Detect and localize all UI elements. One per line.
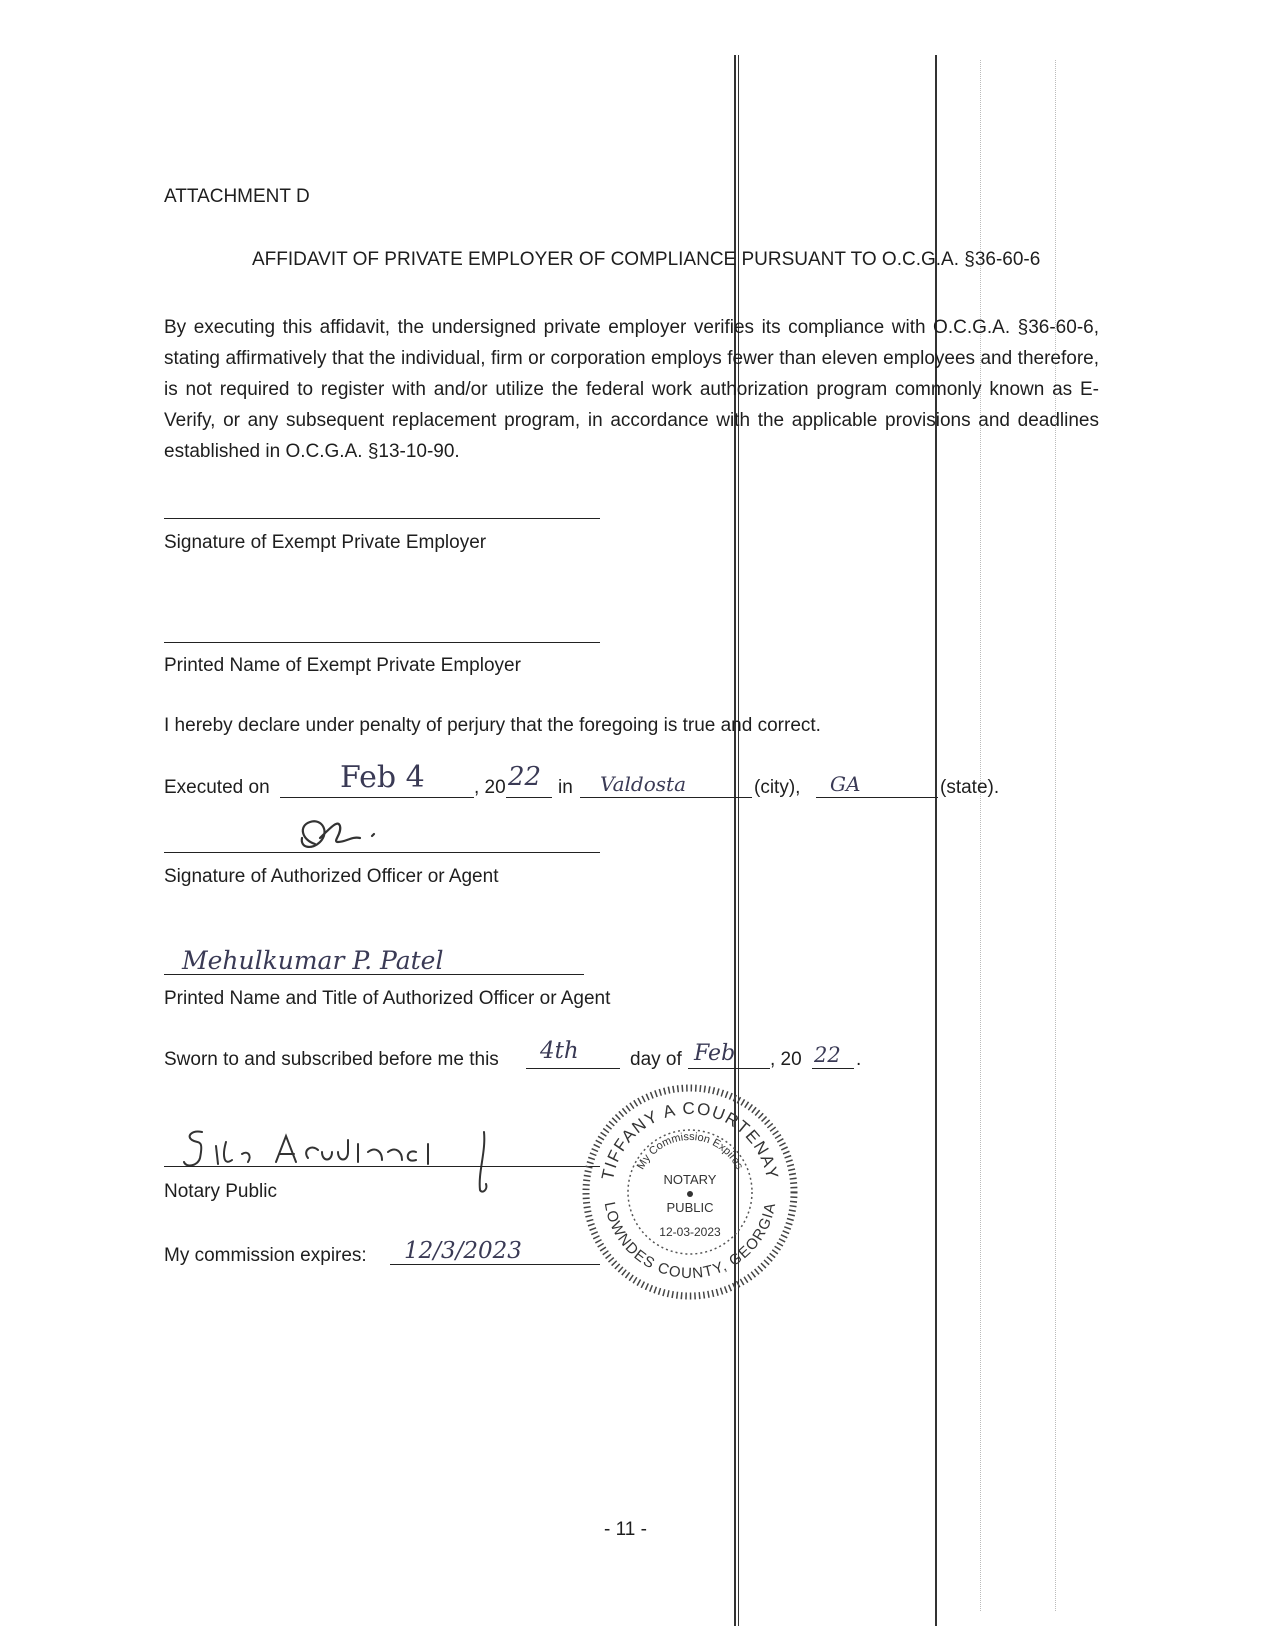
executed-year-line	[506, 797, 552, 798]
executed-city-suffix: (city),	[754, 777, 801, 798]
sworn-day-value: 4th	[540, 1038, 579, 1064]
sworn-year-value: 22	[814, 1043, 841, 1067]
sworn-month-value: Feb	[694, 1041, 736, 1066]
signature-line-officer	[164, 852, 600, 853]
scan-artifact-line	[738, 55, 739, 1626]
commission-label: My commission expires:	[164, 1245, 367, 1266]
executed-date-value: Feb 4	[340, 760, 425, 795]
sworn-day-line	[526, 1068, 620, 1069]
signature-line-exempt	[164, 518, 600, 519]
seal-center-bottom: PUBLIC	[666, 1200, 714, 1215]
attachment-label: ATTACHMENT D	[164, 186, 310, 207]
sworn-year-prefix: , 20	[770, 1049, 802, 1070]
scan-artifact-line	[734, 55, 736, 1626]
executed-city-line	[580, 797, 752, 798]
scan-artifact-line	[935, 55, 937, 1626]
commission-line	[390, 1264, 600, 1265]
scan-artifact-line	[980, 60, 981, 1611]
seal-expiry: 12-03-2023	[659, 1225, 721, 1239]
printed-name-line-exempt	[164, 642, 600, 643]
sworn-year-line	[812, 1068, 854, 1069]
scan-artifact-line	[1055, 60, 1056, 1611]
declaration-text: I hereby declare under penalty of perjury that the foregoing is true and correct.	[164, 715, 821, 736]
page-number: - 11 -	[604, 1519, 647, 1540]
notary-label: Notary Public	[164, 1181, 277, 1202]
body-paragraph: By executing this affidavit, the undersigned private employer verifies its compliance with O.C.G.A. §36-60-6, stating affirmatively that the individual, firm or corporation employs fewer than eleven employees and therefore, is not required to register with and/or utilize the federal work authorization program commonly known as E-Verify, or any subsequent replacement program, in accordance with the applicable provisions and deadlines established in O.C.G.A. §13-10-90.	[164, 317, 1099, 462]
executed-state-value: GA	[830, 772, 861, 796]
seal-center-top: NOTARY	[663, 1172, 717, 1187]
printed-name-exempt-label: Printed Name of Exempt Private Employer	[164, 655, 521, 676]
officer-printed-name: Mehulkumar P. Patel	[182, 946, 444, 975]
seal-inner-text: My Commission Expires	[634, 1130, 746, 1172]
executed-in: in	[558, 777, 573, 798]
sworn-day-of: day of	[630, 1049, 682, 1070]
executed-date-line	[280, 797, 474, 798]
sworn-prefix: Sworn to and subscribed before me this	[164, 1049, 499, 1070]
executed-city-value: Valdosta	[600, 772, 686, 796]
printed-name-line-officer	[164, 974, 584, 975]
notary-signature-line	[164, 1166, 600, 1167]
officer-signature	[280, 812, 400, 862]
seal-outer-bottom-text: LOWNDES COUNTY, GEORGIA	[600, 1200, 780, 1283]
sworn-suffix: .	[856, 1049, 862, 1070]
printed-name-officer-label: Printed Name and Title of Authorized Officer or Agent	[164, 988, 611, 1009]
executed-state-suffix: (state).	[940, 777, 1000, 798]
seal-outer-top-text: TIFFANY A COURTENAY	[597, 1098, 783, 1182]
executed-year-value: 22	[508, 762, 542, 792]
signature-officer-label: Signature of Authorized Officer or Agent	[164, 866, 499, 887]
signature-exempt-label: Signature of Exempt Private Employer	[164, 532, 487, 553]
page-title: AFFIDAVIT OF PRIVATE EMPLOYER OF COMPLIANCE PURSUANT TO O.C.G.A. §36-60-6	[252, 249, 1041, 270]
executed-year-prefix: , 20	[474, 777, 506, 798]
notary-seal	[580, 1082, 800, 1302]
commission-value: 12/3/2023	[404, 1238, 522, 1264]
sworn-month-line	[688, 1068, 770, 1069]
executed-state-line	[816, 797, 938, 798]
executed-prefix: Executed on	[164, 777, 270, 798]
seal-center-mark	[687, 1191, 693, 1197]
